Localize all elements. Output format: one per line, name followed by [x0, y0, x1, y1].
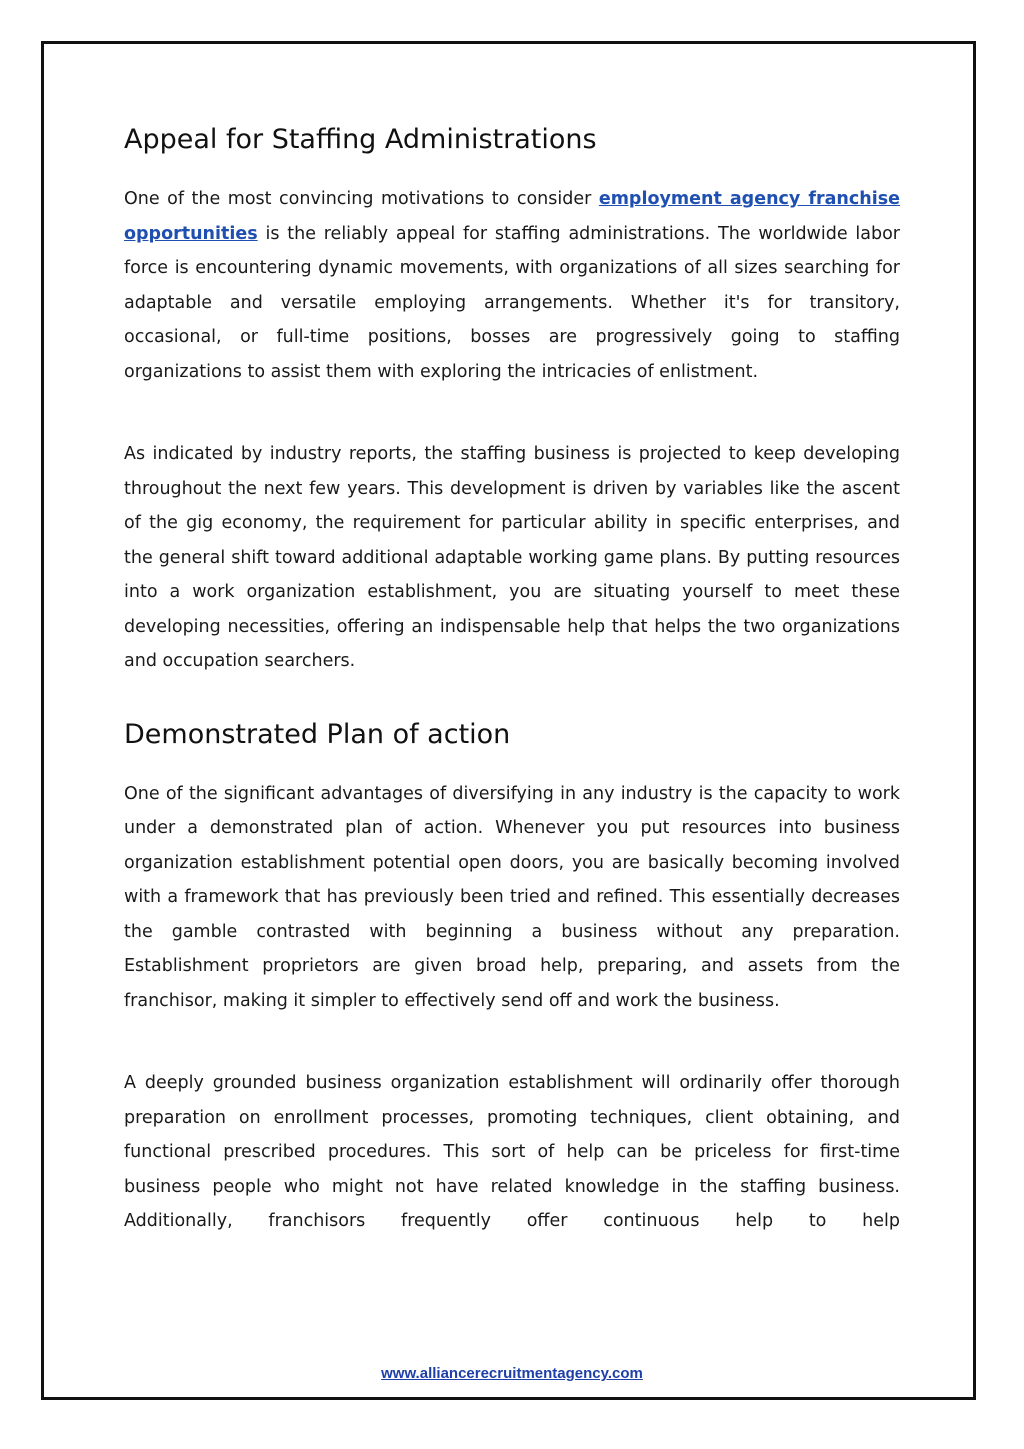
paragraph-plan-1: One of the significant advantages of diversifying in any industry is the capacity to work under a demonstrated plan of action. Whenever you put resources into business organization establishment potential open doors, you are basically becoming involved with a framework that has previously been tried and refined. This essentially decreases the gamble contrasted with beginning a business without any preparation. Establishment proprietors are given broad help, preparing, and assets from the franchisor, making it simpler to effectively send off and work the business.: [124, 783, 900, 1011]
document-body: [124, 118, 900, 1239]
paragraph-appeal-1: [124, 182, 900, 389]
paragraph-plan-2: A deeply grounded business organization establishment will ordinarily offer thorough preparation on enrollment processes, promoting techniques, client obtaining, and functional prescribed procedures. This sort of help can be priceless for first-time business people who might not have related knowledge in the staffing business. Additionally, franchisors frequently offer continuous help to help: [124, 1073, 900, 1231]
section-heading-plan: Demonstrated Plan of action: [124, 718, 511, 750]
paragraph-appeal-2: As indicated by industry reports, the staffing business is projected to keep developing throughout the next few years. This development is driven by variables like the ascent of the gig economy, the requirement for particular ability in specific enterprises, and the general shift toward additional adaptable working game plans. By putting resources into a work organization establishment, you are situating yourself to meet these developing necessities, offering an indispensable help that helps the two organizations and occupation searchers.: [124, 444, 900, 671]
section-heading-appeal: Appeal for Staffing Administrations: [124, 124, 597, 155]
paragraph-text: One of the most convincing motivations to consider: [124, 189, 599, 209]
employment-agency-franchise-link[interactable]: employment agency franchise opportunities: [124, 189, 900, 244]
footer-website-link[interactable]: www.alliancerecruitmentagency.com: [381, 1365, 643, 1382]
paragraph-text: is the reliably appeal for staffing administrations. The worldwide labor force is encountering dynamic movements, with organizations of all sizes searching for adaptable and versatile employing arrangements. Whether it's for transitory, occasional, or full-time positions, bosses are progressively going to staffing organizations to assist them with exploring the intricacies of enlistment.: [124, 223, 900, 382]
